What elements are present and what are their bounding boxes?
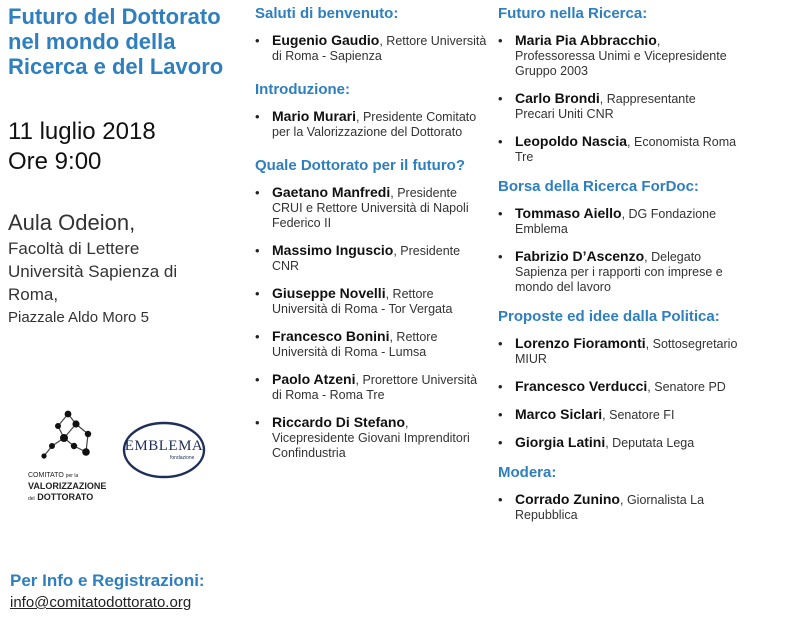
speaker-item	[255, 415, 487, 461]
title-line: nel mondo della	[8, 29, 176, 54]
speaker-name: Mario Murari	[272, 108, 357, 124]
speaker-item	[498, 206, 738, 237]
speaker-name: Giorgia Latini	[515, 434, 606, 450]
speaker-role: , Professoressa Unimi e Vicepresidente Gruppo 2003	[515, 34, 727, 78]
speaker-role: , DG Fondazione Emblema	[515, 207, 717, 236]
speaker-name: Eugenio Gaudio	[272, 32, 380, 48]
speaker-name: Lorenzo Fioramonti	[515, 335, 646, 351]
venue-name: Aula Odeion,	[8, 210, 136, 235]
logo-text: per la	[65, 473, 79, 479]
speaker-item	[498, 492, 738, 523]
speaker-item	[255, 33, 487, 64]
section-heading-future-phd: Quale Dottorato per il futuro?	[255, 157, 465, 174]
speaker-role: , Presidente CNR	[272, 244, 461, 273]
speaker-role: , Delegato Sapienza per i rapporti con imprese e mondo del lavoro	[515, 250, 723, 294]
speaker-item	[498, 249, 738, 295]
speaker-item	[255, 109, 487, 140]
speaker-name: Gaetano Manfredi	[272, 184, 391, 200]
speaker-name: Tommaso Aiello	[515, 205, 622, 221]
speaker-role: , Presidente CRUI e Rettore Università di Napoli Federico II	[272, 186, 469, 230]
speaker-name: Leopoldo Nascia	[515, 133, 628, 149]
speaker-item	[498, 379, 738, 395]
section-heading-moderator: Modera:	[498, 464, 557, 481]
speaker-name: Giuseppe Novelli	[272, 285, 386, 301]
title-line: Futuro del Dottorato	[8, 4, 221, 29]
speaker-name: Francesco Verducci	[515, 378, 648, 394]
emblema-logo	[120, 420, 208, 480]
speaker-item	[255, 286, 487, 317]
info-email-link[interactable]: info@comitatodottorato.org	[10, 594, 192, 611]
venue-line: Università Sapienza di	[8, 262, 178, 281]
speaker-role: , Rettore Università di Roma - Sapienza	[272, 34, 487, 63]
speaker-item	[498, 91, 738, 122]
speaker-name: Francesco Bonini	[272, 328, 390, 344]
speaker-role: , Presidente Comitato per la Valorizzazione del Dottorato	[272, 110, 477, 139]
speaker-item	[498, 407, 738, 423]
speaker-role: , Deputata Lega	[605, 436, 695, 450]
speaker-role: , Prorettore Università di Roma - Roma Tre	[272, 373, 478, 402]
speaker-item	[498, 33, 738, 79]
speaker-role: , Rettore Università di Roma - Tor Vergata	[272, 287, 453, 316]
speaker-role: , Senatore PD	[647, 380, 726, 394]
speaker-role: , Economista Roma Tre	[515, 135, 737, 164]
emblema-subtitle: fondazione	[170, 455, 195, 461]
comitato-logo	[28, 408, 108, 508]
venue-address: Piazzale Aldo Moro 5	[8, 309, 149, 326]
network-molecule-icon	[28, 408, 108, 464]
event-venue	[8, 209, 238, 330]
event-datetime	[8, 117, 156, 177]
logo-text: VALORIZZAZIONE	[28, 481, 107, 491]
venue-line: Facoltà di Lettere	[8, 239, 140, 258]
speaker-name: Paolo Atzeni	[272, 371, 356, 387]
speaker-item	[255, 329, 487, 360]
info-heading: Per Info e Registrazioni:	[10, 571, 205, 590]
speaker-name: Fabrizio D’Ascenzo	[515, 248, 645, 264]
venue-line: Roma,	[8, 285, 59, 304]
section-heading-research: Futuro nella Ricerca:	[498, 5, 648, 22]
event-title	[8, 4, 248, 79]
speaker-item	[255, 243, 487, 274]
speaker-name: Carlo Brondi	[515, 90, 600, 106]
logo-text: DOTTORATO	[37, 492, 94, 502]
speaker-name: Marco Siclari	[515, 406, 603, 422]
speaker-item	[498, 336, 738, 367]
speaker-role: , Senatore FI	[602, 408, 675, 422]
speaker-role: , Sottosegretario MIUR	[515, 337, 738, 366]
section-heading-politics: Proposte ed idee dalla Politica:	[498, 308, 720, 325]
emblema-wordmark: EMBLEMA	[124, 438, 204, 454]
program-column-middle	[255, 4, 487, 473]
speaker-role: , Vicepresidente Giovani Imprenditori Confindustria	[272, 416, 470, 460]
section-heading-fordoc: Borsa della Ricerca ForDoc:	[498, 178, 699, 195]
speaker-item	[255, 372, 487, 403]
speaker-item	[498, 134, 738, 165]
logo-text: COMITATO	[28, 472, 64, 479]
program-column-right	[498, 4, 738, 535]
logo-text: del	[28, 496, 35, 502]
section-heading-intro: Introduzione:	[255, 81, 350, 98]
speaker-name: Massimo Inguscio	[272, 242, 394, 258]
speaker-role: , Rappresentante Precari Uniti CNR	[515, 92, 696, 121]
speaker-role: , Rettore Università di Roma - Lumsa	[272, 330, 438, 359]
event-date: 11 luglio 2018	[8, 118, 156, 145]
title-line: Ricerca e del Lavoro	[8, 54, 224, 79]
section-heading-welcome: Saluti di benvenuto:	[255, 5, 399, 22]
speaker-item	[255, 185, 487, 231]
speaker-role: , Giornalista La Repubblica	[515, 493, 705, 522]
event-time: Ore 9:00	[8, 148, 102, 175]
speaker-item	[498, 435, 738, 451]
speaker-name: Corrado Zunino	[515, 491, 620, 507]
speaker-name: Riccardo Di Stefano	[272, 414, 406, 430]
speaker-name: Maria Pia Abbracchio	[515, 32, 657, 48]
